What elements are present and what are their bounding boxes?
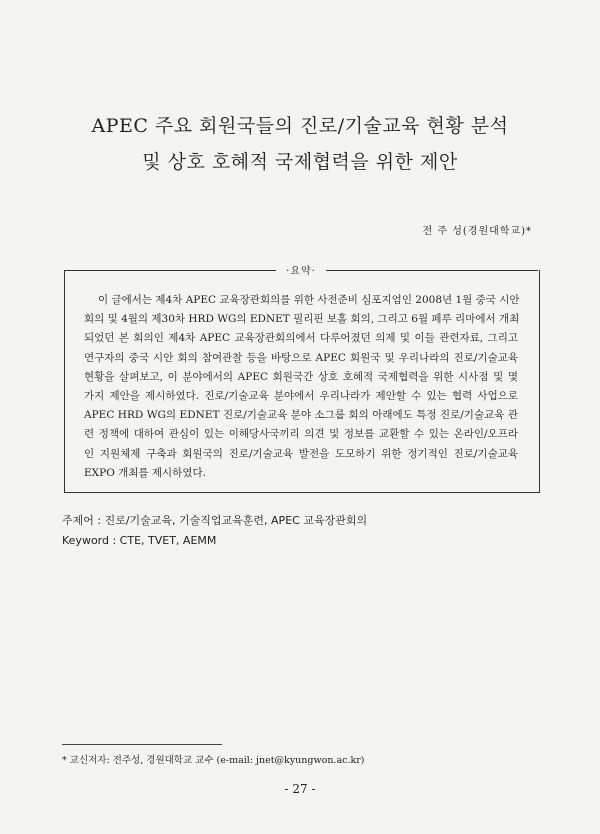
abstract-line: EXPO 개최를 제시하였다. [84,466,206,479]
keywords-block [62,511,367,551]
keywords-english: Keyword : CTE, TVET, AEMM [62,534,217,547]
footnote-rule [62,744,222,745]
abstract-line: 인 지원체제 구축과 회원국의 진로/기술교육 발전을 도모하기 위한 정기적인 진로/기술교육 [84,447,518,460]
abstract-line: 연구자의 중국 시안 회의 참여관찰 등을 바탕으로 APEC 회원국 및 우리나라의 진로/기술교육 [84,351,518,364]
page-number: - 27 - [284,782,316,796]
author-affiliation: 전 주 성(경원대학교)* [422,226,532,237]
title-line-1: APEC 주요 회원국들의 진로/기술교육 현황 분석 [91,115,509,137]
abstract-line: 현황을 살펴보고, 이 분야에서의 APEC 회원국간 상호 호혜적 국제협력을 위한 시사점 및 몇 [84,370,518,383]
abstract-line: 이 글에서는 제4차 APEC 교육장관회의를 위한 사전준비 심포지엄인 2008년 1월 중국 시안 [98,294,520,306]
abstract-line: APEC HRD WG의 EDNET 진로/기술교육 분야 소그룹 회의 아래에도 특정 진로/기술교육 관 [84,409,518,422]
abstract-line: 되었던 본 회의인 제4차 APEC 교육장관회의에서 다루어졌던 의제 및 이들 관련자료, 그리고 [84,332,518,345]
keywords-korean: 주제어 : 진로/기술교육, 기술직업교육훈련, APEC 교육장관회의 [62,514,368,527]
abstract-line: 회의 및 4월의 제30차 HRD WG의 EDNET 필리핀 보홀 회의, 그리고 6월 페루 리마에서 개최 [84,313,520,326]
corresponding-author-footnote: * 교신저자: 전주성, 경원대학교 교수 (e-mail: jnet@kyungwon.ac.kr) [62,755,365,766]
abstract-line: 가지 제안을 제시하였다. 진로/기술교육 분야에서 우리나라가 제안할 수 있는 협력 사업으로 [84,390,518,403]
title-line-2: 및 상호 호혜적 국제협력을 위한 제안 [142,151,458,173]
abstract-label: ·요약· [286,266,316,277]
abstract-text [84,291,518,483]
abstract-line: 련 정책에 대하여 관심이 있는 이해당사국끼리 의견 및 정보를 교환할 수 있는 온라인/오프라 [84,428,518,441]
paper-title [40,108,560,180]
